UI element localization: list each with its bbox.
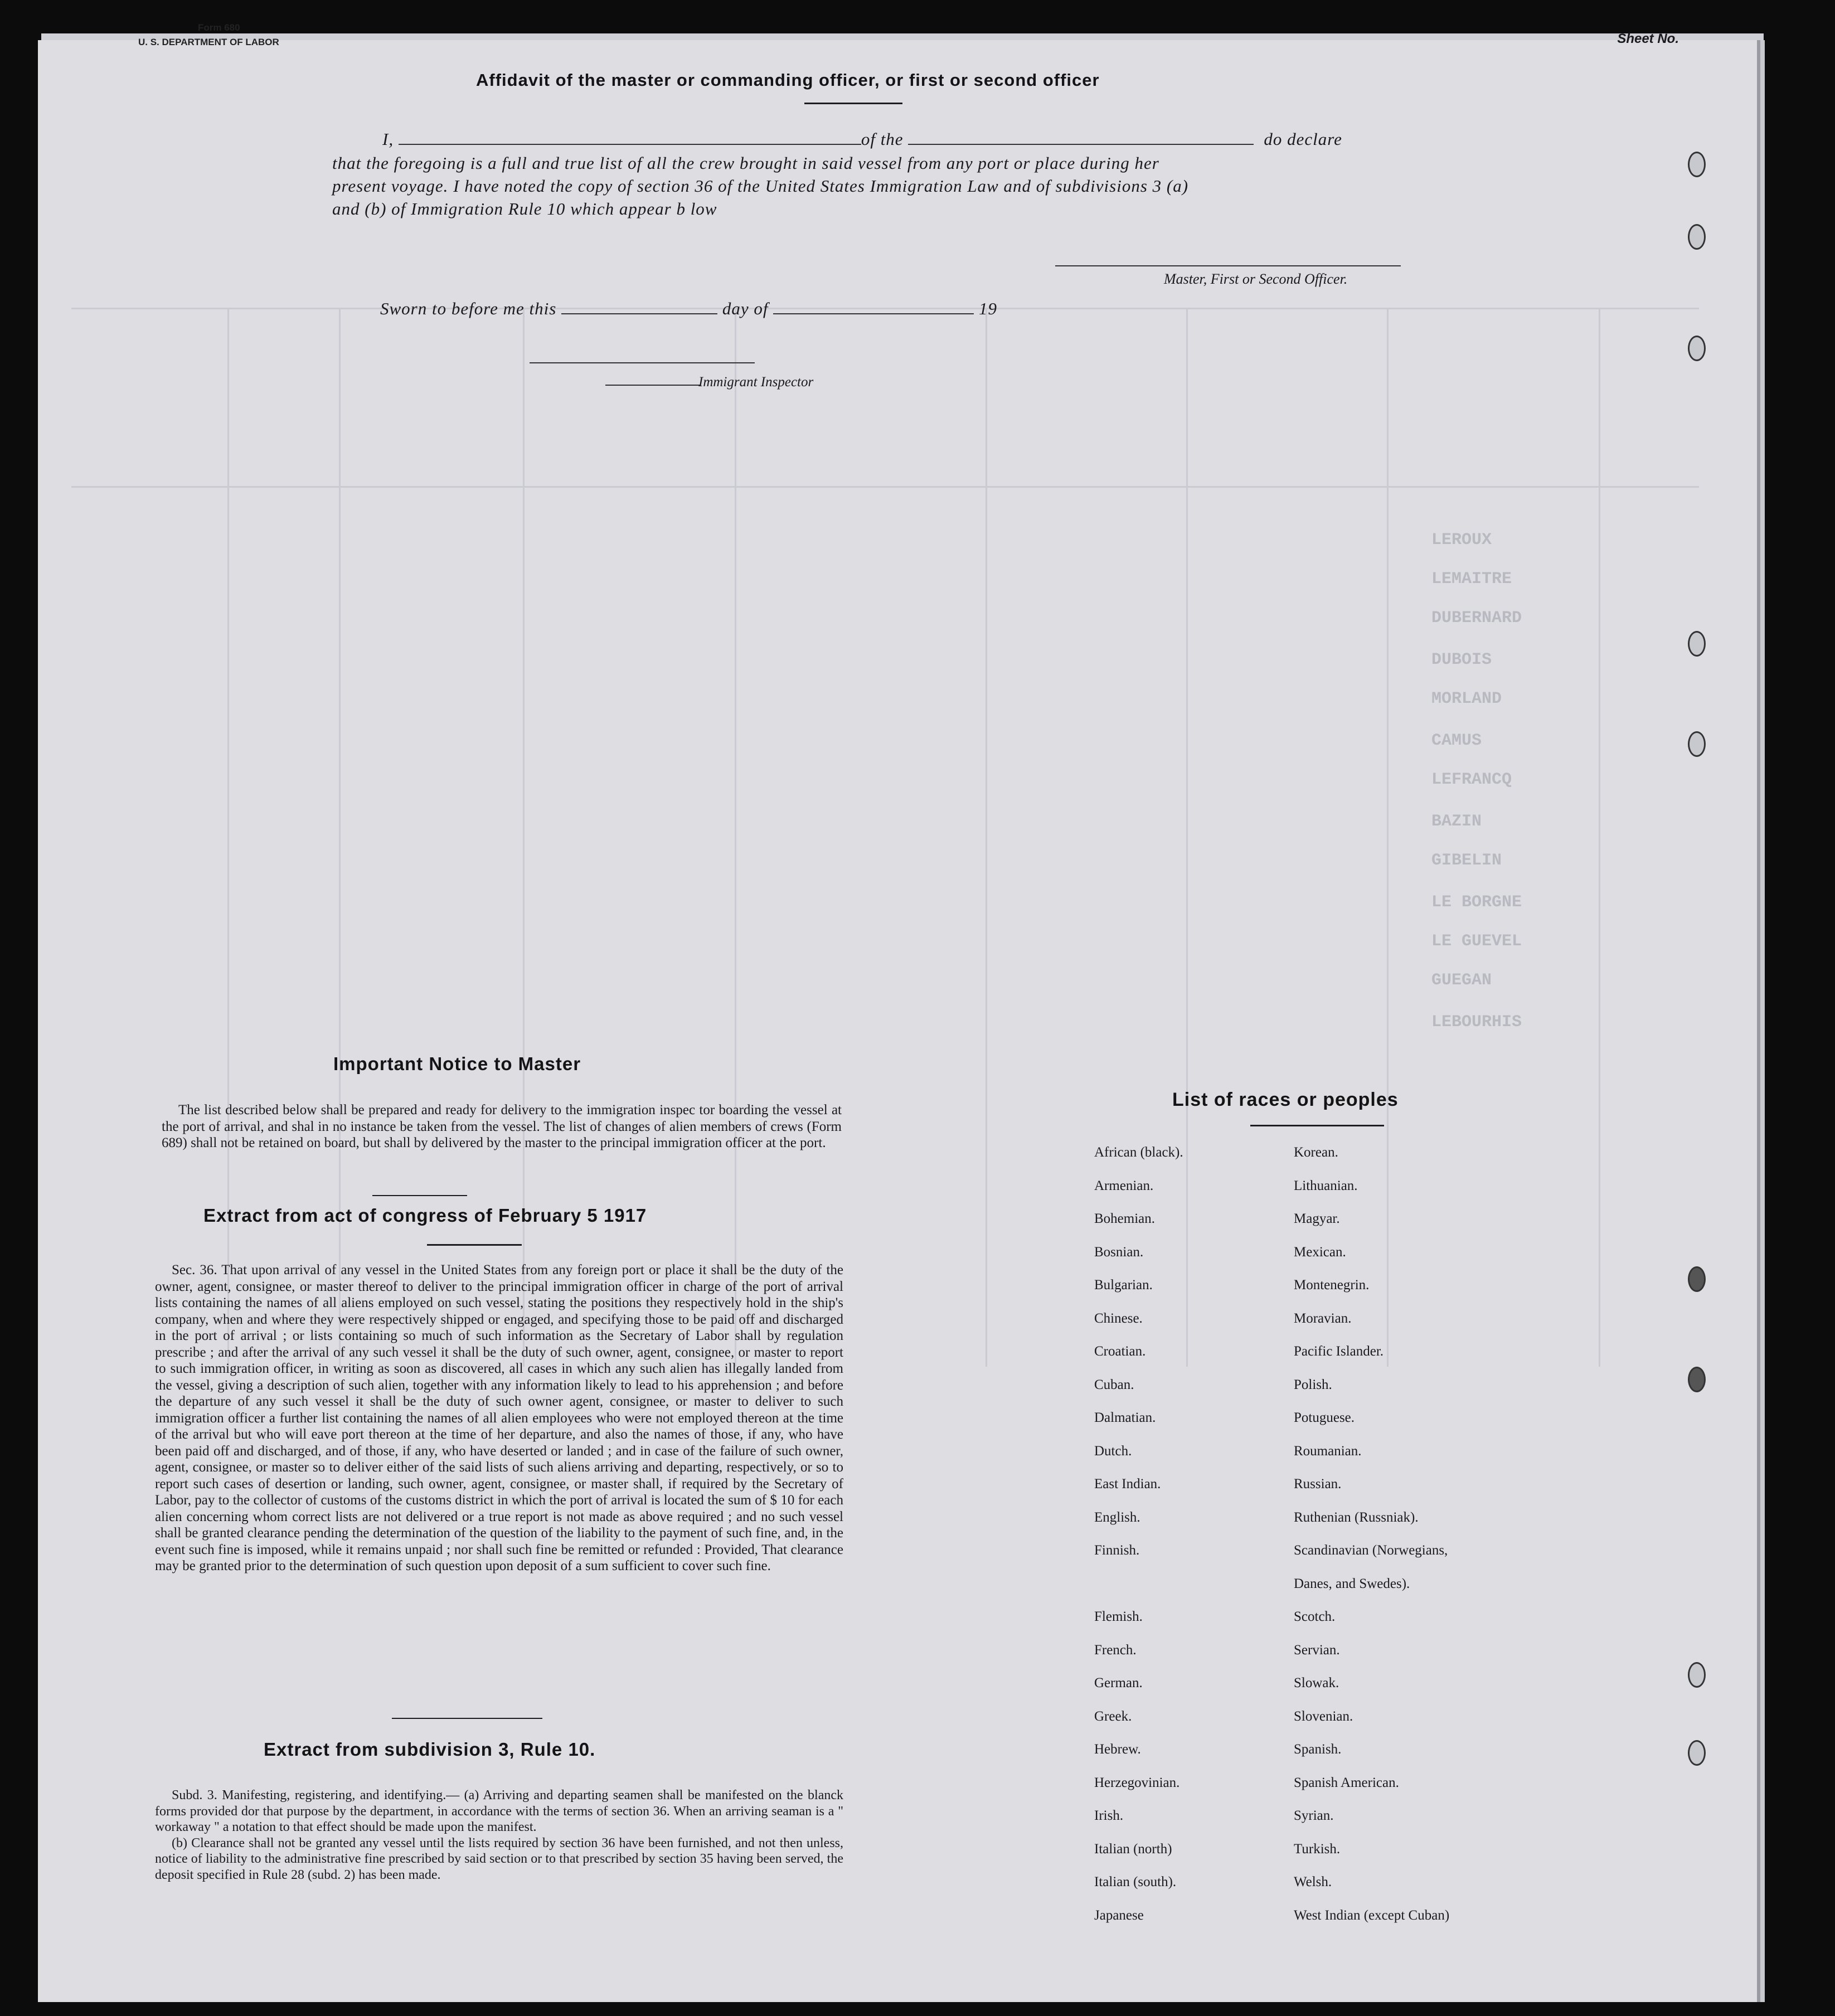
race-item: East Indian.	[1094, 1476, 1161, 1492]
sworn-month-field[interactable]	[773, 310, 974, 314]
affidavit-line-4: and (b) of Immigration Rule 10 which appear b low	[332, 199, 717, 218]
race-item: Danes, and Swedes).	[1294, 1576, 1410, 1591]
affidavit-line-3: present voyage. I have noted the copy of section 36 of the United States Immigration Law and of subdivisions 3 (a)	[332, 176, 1189, 196]
binder-hole	[1688, 1740, 1706, 1766]
races-right-column	[1294, 1136, 1449, 1932]
race-item: Russian.	[1294, 1476, 1342, 1492]
race-item: Polish.	[1294, 1377, 1332, 1392]
race-item: Slowak.	[1294, 1675, 1339, 1690]
manifest-page: LEROUX LEMAITRE DUBERNARD DUBOIS MORLAND CAMUS LEFRANCQ BAZIN GIBELIN LE BORGNE LE GUEVEL GUEGAN LEBOURHIS Form 680 U. S. DEPARTMENT OF LABOR Sheet No. Affidavit of the master or commanding officer, or first or second officer I, of the do declare that the foregoing is a full and true list of all the crew brought in said vessel from any port or place during her present voyage. I have noted the copy of section 36 of the United States Immigration Law and of subdivisions 3 (a) and (b) of Immigration Rule 10 which appear b low Master, First or Second Officer. Sworn to before me this day of 19 Immigrant Inspector Important Notice to Master The list described below shall be prepared and ready for delivery to the immigration inspec tor boarding the vessel at the port of arrival, and shal in no instance be taken from the vessel. The list of changes of alien members of crews (Form 689) shall not be retained on board, but shall by delivered by the master to the principal immigration officer at the port. Extract from act of congress of February 5 1917 Sec. 36. That upon arrival of any vessel in the United States from any foreign port or place it shall be the duty of the owner, agent, consignee, or master thereof to deliver to the principal immigration officer in charge of the port of arrival lists containing the names of all aliens employed on such vessel, stating the positions they respectively hold in the ship's company, when and where they were respectively shipped or engaged, and specifying those to be paid off and discharged in the port of arrival ; or lists containing so much of such information as the Secretary of Labor shall by regulation prescribe ; and after the arrival of any such vessel it shall be the duty of such owner, agent, consignee, or master to report to such immigration officer, in writing as soon as discovered, all cases in which any such alien has illegally landed from the vessel, giving a description of such alien, together with any information likely to lead to his apprehension ; and before the departure of any such vessel it shall be the duty of such owner agent, consignee, or master to deliver to such immigration officer a further list containing the names of all alien employees who were not employed thereon at the time of the arrival but who will eave port thereon at the time of her departure, and also the names of those, if any, who have been paid off and discharged, and of those, if any, who have deserted or landed ; and in case of the failure of such owner, agent, consignee, or master so to deliver either of the said lists of such aliens arriving and departing, respectively, or so to report such cases of desertion or landing, such owner, agent, consignee, or master shall, if required by the Secretary of Labor, pay to the collector of customs of the customs district in which the port of arrival is located the sum of $ 10 for each alien concerning whom correct lists are not delivered or a true report is not made as above required ; and no such vessel shall be granted clearance pending the determination of the question of the liability to the payment of such fine, and, in the event such fine is imposed, while it remains unpaid ; nor shall such fine be remitted or refunded : Provided, That clearance may be granted prior to the determination of such question upon deposit of a sum sufficient to cover such fine. Extract from subdivision 3, Rule 10. Subd. 3. Manifesting, registering, and identifying.— (a) Arriving and departing seamen shall be manifested on the blanck forms provided dor that purpose by the department, in accordance with the terms of section 36. When an arriving seaman is a " workaway " a notation to that effect should be made upon the manifest. (b) Clearance shall not be granted any vessel until the lists required by section 36 have been furnished, and not then unless, notice of liability to the administrative fine prescribed by said section or to that prescribed by section 35 having been served, the deposit specified in Rule 28 (subd. 2) has been made. List of races or peoples African (black). Armenian. Bohemian. Bosnian. Bulgarian. Chinese. Croatian. Cuban. Dalmatian. Dutch. East Indian. English. Finnish. Flemish. French. German. Greek. Hebrew. Herzegovinian. Irish. Italian (north) Italian (south). Japanese Korean. Lithuanian. Magyar. Mexican. Montenegrin. Moravian. Pacific Islander. Polish. Potuguese. Roumanian. Russian. Ruthenian (Russniak). Scandinavian (Norwegians, Danes, and Swedes). Scotch. Servian. Slowak. Slovenian. Spanish. Spanish American. Syrian. Turkish. Welsh. West Indian (except Cuban)	[38, 40, 1760, 2002]
act-title: Extract from act of congress of February 5 1917	[203, 1205, 647, 1226]
races-title: List of races or peoples	[1172, 1089, 1399, 1110]
race-item: Flemish.	[1094, 1609, 1143, 1624]
race-item: Montenegrin.	[1294, 1277, 1370, 1293]
form-number: Form 680	[198, 22, 240, 33]
race-item: Servian.	[1294, 1642, 1340, 1658]
race-item: African (black).	[1094, 1145, 1183, 1160]
race-item: Cuban.	[1094, 1377, 1134, 1392]
race-item: Syrian.	[1294, 1808, 1334, 1823]
act-paragraph: Sec. 36. That upon arrival of any vessel in the United States from any foreign port or place it shall be the duty of the owner, agent, consignee, or master thereof to deliver to the principal immigration officer in charge of the port of arrival lists containing the names of all aliens employed on such vessel, stating the positions they respectively hold in the ship's company, when and where they were respectively shipped or engaged, and specifying those to be paid off and discharged in the port of arrival ; or lists containing so much of such information as the Secretary of Labor shall by regulation prescribe ; and after the arrival of any such vessel it shall be the duty of such owner, agent, consignee, or master to report to such immigration officer, in writing as soon as discovered, all cases in which any such alien has illegally landed from the vessel, giving a description of such alien, together with any information likely to lead to his apprehension ; and before the departure of any such vessel it shall be the duty of such owner agent, consignee, or master to deliver to such immigration officer a further list containing the names of all alien employees who were not employed thereon at the time of the arrival but who will eave port thereon at the time of her departure, and also the names of those, if any, who have been paid off and discharged, and of those, if any, who have deserted or landed ; and in case of the failure of such owner, agent, consignee, or master so to deliver either of the said lists of such aliens arriving and departing, respectively, or so to report such cases of desertion or landing, such owner, agent, consignee, or master shall, if required by the Secretary of Labor, pay to the collector of customs of the customs district in which the port of arrival is located the sum of $ 10 for each alien concerning whom correct lists are not delivered or a true report is not made as above required ; and no such vessel shall be granted clearance pending the determination of the question of the liability to the payment of such fine, and, in the event such fine is imposed, while it remains unpaid ; nor shall such fine be remitted or refunded : Provided, That clearance may be granted prior to the determination of such question upon deposit of a sum sufficient to cover such fine.	[155, 1262, 843, 1573]
races-left-column	[1094, 1136, 1183, 1932]
race-item: Bulgarian.	[1094, 1277, 1153, 1293]
race-item: German.	[1094, 1675, 1143, 1690]
race-item: Finnish.	[1094, 1543, 1140, 1558]
race-item: Armenian.	[1094, 1178, 1154, 1193]
rule-paragraph-b: (b) Clearance shall not be granted any vessel until the lists required by section 36 have been furnished, and not then unless, notice of liability to the administrative fine prescribed by said section or to that prescribed by section 35 having been served, the deposit specified in Rule 28 (subd. 2) has been made.	[155, 1835, 843, 1882]
race-item: Ruthenian (Russniak).	[1294, 1509, 1419, 1525]
binder-hole	[1688, 1662, 1706, 1688]
inspector-signature-field[interactable]	[605, 381, 700, 386]
notice-title: Important Notice to Master	[333, 1053, 581, 1074]
rule-divider	[392, 1718, 542, 1719]
affidavit-title: Affidavit of the master or commanding officer, or first or second officer	[476, 70, 1100, 90]
race-item: Croatian.	[1094, 1344, 1146, 1359]
rule-title: Extract from subdivision 3, Rule 10.	[264, 1739, 596, 1760]
race-item: Hebrew.	[1094, 1742, 1141, 1757]
race-item: Bohemian.	[1094, 1211, 1156, 1226]
race-item: English.	[1094, 1509, 1140, 1525]
sworn-line	[380, 299, 997, 319]
race-item: Japanese	[1094, 1907, 1144, 1923]
race-item: Pacific Islander.	[1294, 1344, 1384, 1359]
binder-hole	[1688, 224, 1706, 250]
master-signature-field[interactable]	[1055, 262, 1401, 266]
declarant-name-field[interactable]	[399, 140, 861, 145]
sworn-prefix: Sworn to before me this	[380, 299, 557, 318]
race-item: Chinese.	[1094, 1310, 1143, 1326]
vessel-name-field[interactable]	[908, 140, 1254, 145]
sworn-year: 19	[978, 299, 997, 318]
sworn-day-field[interactable]	[561, 310, 717, 314]
race-item: Greek.	[1094, 1708, 1132, 1724]
affidavit-i: I,	[382, 129, 394, 149]
affidavit-declare: do declare	[1264, 129, 1342, 149]
race-item: Scotch.	[1294, 1609, 1336, 1624]
race-item: West Indian (except Cuban)	[1294, 1907, 1450, 1923]
race-item: Irish.	[1094, 1808, 1124, 1823]
notice-text	[162, 1102, 842, 1152]
sworn-day-label: day of	[722, 299, 769, 318]
race-item: French.	[1094, 1642, 1137, 1658]
race-item: Welsh.	[1294, 1874, 1332, 1889]
race-item: Bosnian.	[1094, 1244, 1144, 1260]
races-rule	[1250, 1125, 1384, 1126]
affidavit-of-the: of the	[861, 129, 904, 149]
sheet-number-label: Sheet No.	[1617, 31, 1679, 46]
race-item: Herzegovinian.	[1094, 1775, 1180, 1790]
race-item: Slovenian.	[1294, 1708, 1353, 1724]
inspector-signature-top-line	[530, 359, 755, 363]
rule-text	[155, 1787, 843, 1883]
inspector-label: Immigrant Inspector	[698, 375, 814, 390]
race-item: Dalmatian.	[1094, 1410, 1156, 1425]
binder-hole	[1688, 631, 1706, 657]
affidavit-line-2: that the foregoing is a full and true list of all the crew brought in said vessel from any port or place during her	[332, 153, 1159, 173]
race-item: Lithuanian.	[1294, 1178, 1358, 1193]
race-item: Spanish American.	[1294, 1775, 1399, 1790]
master-signature-label: Master, First or Second Officer.	[1164, 271, 1348, 287]
race-item: Roumanian.	[1294, 1443, 1362, 1459]
race-item: Scandinavian (Norwegians,	[1294, 1543, 1448, 1558]
rule-paragraph-a: Subd. 3. Manifesting, registering, and identifying.— (a) Arriving and departing seamen shall be manifested on the blanck forms provided dor that purpose by the department, in accordance with the terms of section 36. When an arriving seaman is a " workaway " a notation to that effect should be made upon the manifest.	[155, 1788, 843, 1834]
race-item: Potuguese.	[1294, 1410, 1355, 1425]
department-name: U. S. DEPARTMENT OF LABOR	[138, 37, 279, 47]
binder-hole	[1688, 1367, 1706, 1392]
affidavit-line-1	[382, 129, 1342, 149]
race-item: Italian (north)	[1094, 1841, 1172, 1857]
race-item: Magyar.	[1294, 1211, 1340, 1226]
race-item: Dutch.	[1094, 1443, 1132, 1459]
notice-paragraph: The list described below shall be prepared and ready for delivery to the immigration inspec tor boarding the vessel at the port of arrival, and shal in no instance be taken from the vessel. The list of changes of alien members of crews (Form 689) shall not be retained on board, but shall by delivered by the master to the principal immigration officer at the port.	[162, 1102, 842, 1150]
race-item: Turkish.	[1294, 1841, 1341, 1857]
race-item: Moravian.	[1294, 1310, 1352, 1326]
race-item: Spanish.	[1294, 1742, 1342, 1757]
binder-hole	[1688, 336, 1706, 361]
race-item	[1094, 1567, 1183, 1601]
binder-hole	[1688, 1266, 1706, 1292]
race-item: Italian (south).	[1094, 1874, 1177, 1889]
binder-hole	[1688, 731, 1706, 757]
binder-hole	[1688, 152, 1706, 177]
notice-rule	[372, 1195, 467, 1196]
act-text	[155, 1262, 843, 1575]
race-item: Mexican.	[1294, 1244, 1346, 1260]
affidavit-rule	[804, 103, 902, 104]
race-item: Korean.	[1294, 1145, 1338, 1160]
act-rule	[427, 1244, 522, 1246]
